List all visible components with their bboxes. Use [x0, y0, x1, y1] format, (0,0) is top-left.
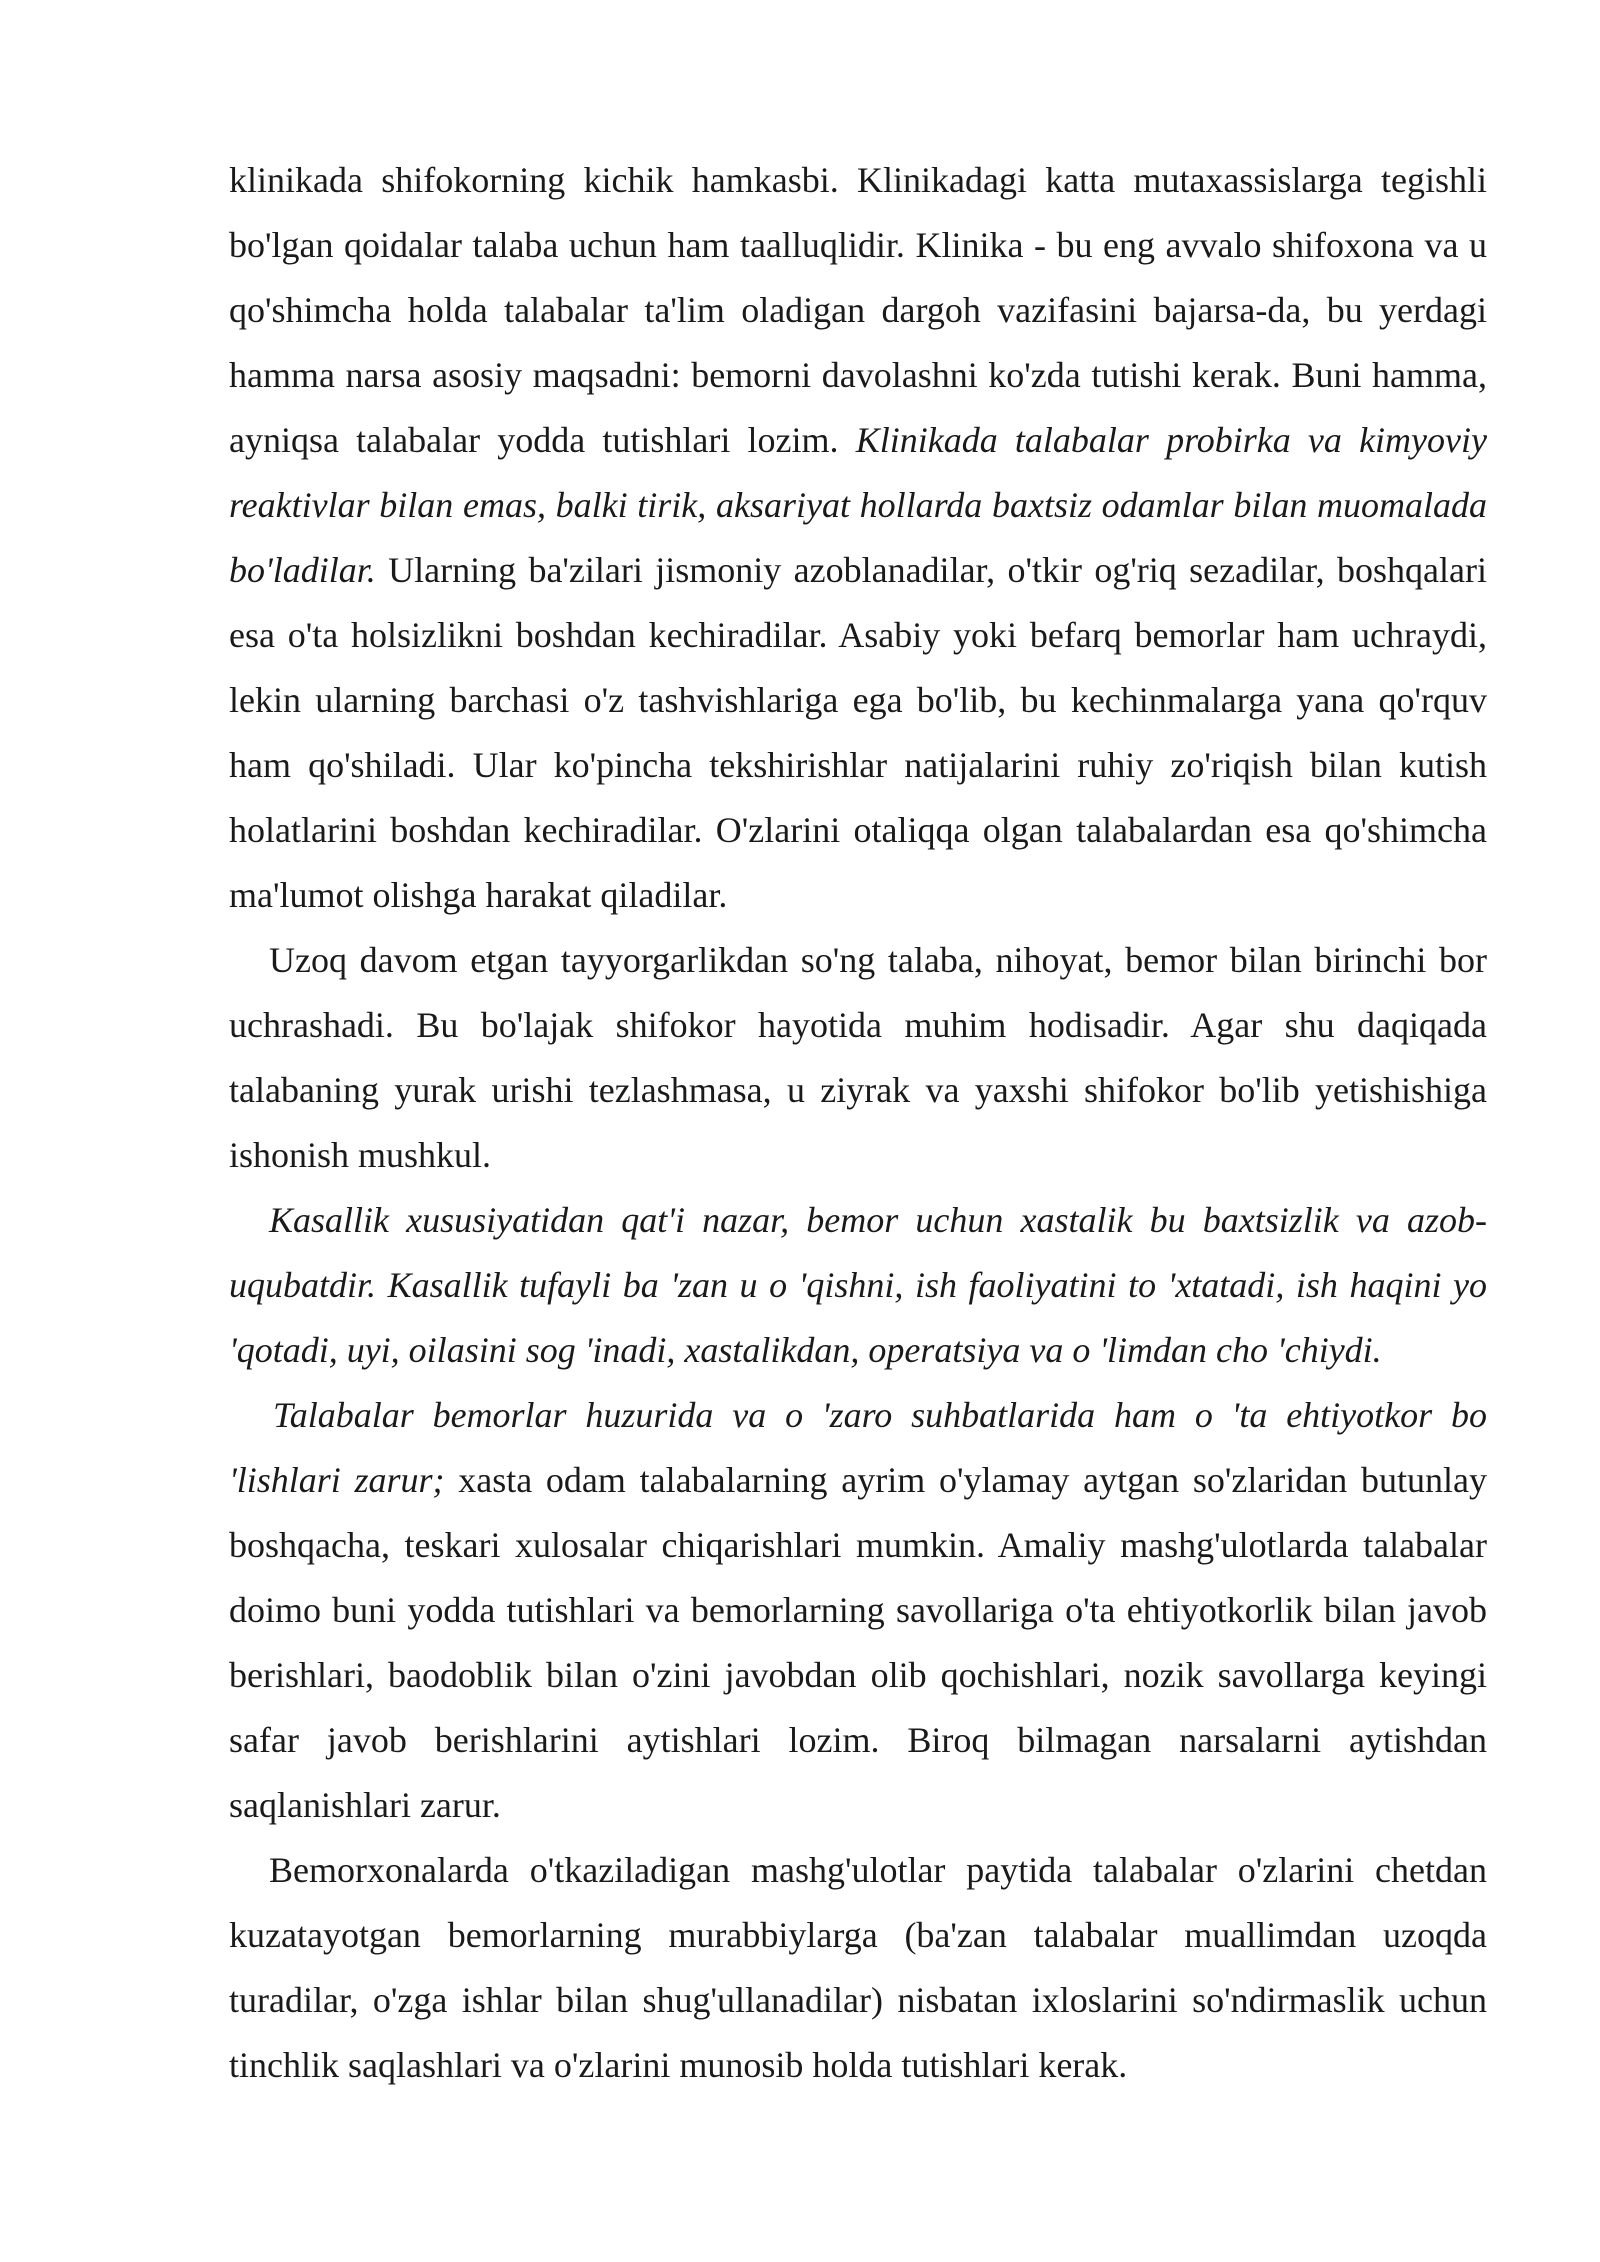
- paragraph-1-text-a: klinikada shifokorning kichik hamkasbi. Klinikadagi katta mutaxassislarga tegishli bo'lgan qoidalar talaba uchun ham taalluqlidir. Klinika - bu eng avvalo shifoxona va u qo'shimcha holda talabalar ta'lim oladigan dargoh vazifasini bajarsa-da, bu yerdagi hamma narsa asosiy maqsadni: bemorni davolashni ko'zda tutishi kerak. Buni hamma, ayniqsa talabalar yodda tutishlari lozim.: [229, 160, 1487, 460]
- paragraph-4-text: xasta odam talabalarning ayrim o'ylamay aytgan so'zlaridan butunlay boshqacha, teskari xulosalar chiqarishlari mumkin. Amaliy mashg'ulotlarda talabalar doimo buni yodda tutishlari va bemorlarning savollariga o'ta ehtiyotkorlik bilan javob berishlari, baodoblik bilan o'zini javobdan olib qochishlari, nozik savollarga keyingi safar javob berishlarini aytishlari lozim. Biroq bilmagan narsalarni aytishdan saqlanishlari zarur.: [229, 1460, 1487, 1825]
- paragraph-3-italic-text: Kasallik xususiyatidan qat'i nazar, bemor uchun xastalik bu baxtsizlik va azob-uqubatdir. Kasallik tufayli ba 'zan u o 'qishni, ish faoliyatini to 'xtatadi, ish haqini yo 'qotadi, uyi, oilasini sog 'inadi, xastalikdan, operatsiya va o 'limdan cho 'chiydi.: [229, 1200, 1487, 1370]
- paragraph-1-text-b: Ularning ba'zilari jismoniy azoblanadilar, o'tkir og'riq sezadilar, boshqalari esa o'ta holsizlikni boshdan kechiradilar. Asabiy yoki befarq bemorlar ham uchraydi, lekin ularning barchasi o'z tashvishlariga ega bo'lib, bu kechinmalarga yana qo'rquv ham qo'shiladi. Ular ko'pincha tekshirishlar natijalarini ruhiy zo'riqish bilan kutish holatlarini boshdan kechiradilar. O'zlarini otaliqqa olgan talabalardan esa qo'shimcha ma'lumot olishga harakat qiladilar.: [229, 550, 1487, 915]
- document-page: [229, 148, 1487, 2098]
- paragraph-4: [229, 1383, 1487, 1838]
- paragraph-1-italic-text: Klinikada talabalar probirka va kimyoviy reaktivlar bilan emas, balki tirik, aksariyat hollarda baxtsiz odamlar bilan muomalada bo'ladilar.: [229, 420, 1487, 590]
- paragraph-1: [229, 148, 1487, 928]
- paragraph-2: [229, 928, 1487, 1188]
- paragraph-2-text: Uzoq davom etgan tayyorgarlikdan so'ng talaba, nihoyat, bemor bilan birinchi bor uchrashadi. Bu bo'lajak shifokor hayotida muhim hodisadir. Agar shu daqiqada talabaning yurak urishi tezlashmasa, u ziyrak va yaxshi shifokor bo'lib yetishishiga ishonish mushkul.: [229, 940, 1487, 1175]
- paragraph-3: [229, 1188, 1487, 1383]
- paragraph-4-italic-text: Talabalar bemorlar huzurida va o 'zaro suhbatlarida ham o 'ta ehtiyotkor bo 'lishlari zarur;: [229, 1395, 1487, 1500]
- paragraph-5: [229, 1838, 1487, 2098]
- paragraph-5-text: Bemorxonalarda o'tkaziladigan mashg'ulotlar paytida talabalar o'zlarini chetdan kuzatayotgan bemorlarning murabbiylarga (ba'zan talabalar muallimdan uzoqda turadilar, o'zga ishlar bilan shug'ullanadilar) nisbatan ixloslarini so'ndirmaslik uchun tinchlik saqlashlari va o'zlarini munosib holda tutishlari kerak.: [229, 1850, 1487, 2085]
